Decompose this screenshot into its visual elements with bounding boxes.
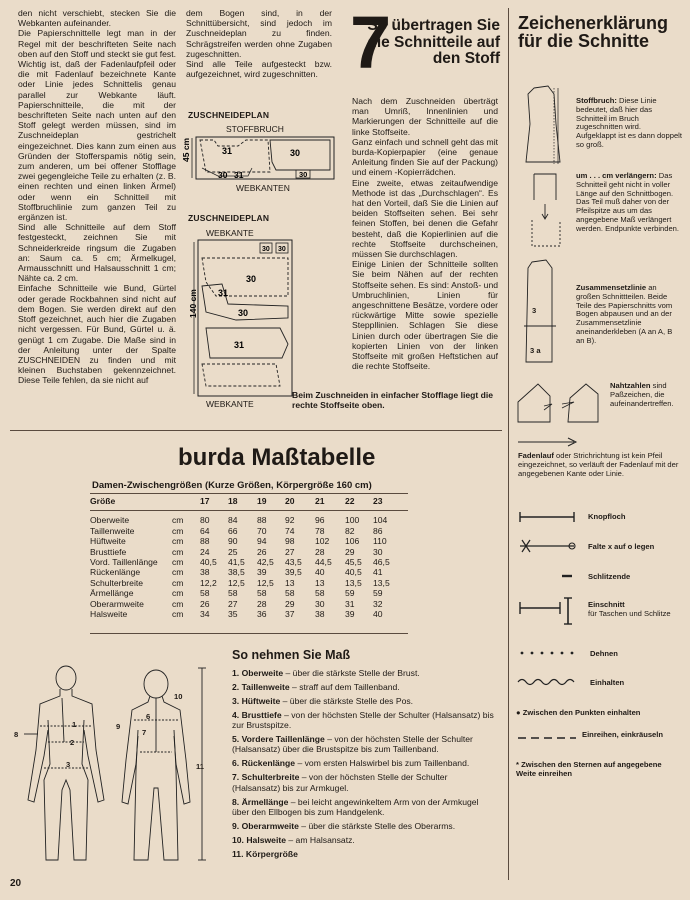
measure-number: 9. (232, 820, 240, 831)
plan1-dim: 45 cm (181, 137, 191, 162)
middle-paragraph: Sind alle Teile aufgesteckt bzw. aufgezeichnet, wird zugeschnitten. (186, 59, 332, 80)
middle-text-column (186, 8, 332, 79)
legend-item-1 (576, 97, 682, 150)
plan1-num-3: 30 (218, 170, 228, 180)
value-cell: 46,5 (373, 557, 390, 568)
legend-piece-lengthen (520, 170, 570, 250)
figure-label: 8 (14, 730, 19, 739)
symbol-label: Einhalten (590, 678, 625, 687)
table-title: burda Maßtabelle (178, 444, 376, 471)
value-cell: 100 (345, 515, 360, 526)
grain-arrow-icon (516, 436, 580, 448)
symbol-label: Zwischen den Punkten einhalten (522, 708, 641, 717)
measure-number: 1. (232, 668, 240, 678)
legend-item-head: um . . . cm verlängern: (576, 171, 657, 180)
row-label: Rückenlänge (90, 567, 141, 578)
symbol-label-star: * Zwischen den Sternen auf angegebene Weite einreihen (516, 760, 662, 778)
value-cell: 40,5 (200, 557, 217, 568)
value-cell: 102 (315, 536, 330, 547)
legend-item-5 (518, 452, 682, 478)
slit-end-icon (560, 572, 576, 580)
plan2-dim: 140 cm (188, 289, 198, 318)
value-cell: 58 (228, 588, 238, 599)
figure-label: 1 (72, 720, 77, 729)
measure-term: Ärmellänge (241, 796, 289, 807)
table-rule-bottom (90, 633, 408, 634)
header-label: Größe (90, 496, 116, 506)
middle-paragraph: dem Bogen sind, in der Schnittübersicht, sind jedoch im Zuschneideplan zu finden. Schrägstreifen werden ohne Zugaben zugeschnitten. (186, 8, 332, 59)
symbol-label: Falte x auf o legen (588, 542, 655, 551)
value-cell: 82 (345, 525, 355, 536)
measure-desc: – am Halsansatz. (286, 834, 355, 845)
value-cell: 64 (200, 525, 210, 536)
table-row (90, 578, 408, 588)
piece-label: 3 a (530, 346, 541, 355)
value-cell: 12,5 (257, 577, 274, 588)
figure-label: 7 (142, 728, 147, 737)
value-cell: 110 (373, 536, 387, 547)
value-cell: 86 (373, 525, 383, 536)
value-cell: 29 (345, 546, 355, 557)
value-cell: 38 (315, 609, 325, 620)
measure-term: Brusttiefe (241, 709, 282, 720)
legend-piece-joinline (520, 258, 570, 370)
legend-item-4 (610, 382, 682, 408)
value-cell: 74 (285, 525, 295, 536)
unit-cell: cm (172, 546, 184, 557)
value-cell: 59 (373, 588, 383, 599)
value-cell: 34 (200, 609, 210, 620)
measure-title: So nehmen Sie Maß (232, 648, 351, 662)
table-rule (90, 493, 408, 494)
symbol-label: Dehnen (590, 649, 618, 658)
figure-label: 9 (116, 722, 121, 731)
legend-title: Zeichenerklärung für die Schnitte (518, 13, 669, 51)
value-cell: 39,5 (285, 567, 302, 578)
cutting-plan-1-diagram (178, 132, 338, 184)
measure-item (232, 668, 498, 678)
measure-term: Schulterbreite (241, 772, 300, 783)
symbol-label: Einreihen, einkräuseln (582, 730, 664, 739)
symbol-label-bullet: ● Zwischen den Punkten einhalten (516, 708, 641, 717)
row-label: Halsweite (90, 609, 128, 620)
value-cell: 25 (228, 546, 238, 557)
measure-term: Vordere Taillenlänge (241, 734, 325, 745)
measure-item (232, 696, 498, 706)
value-cell: 90 (228, 536, 238, 547)
table-row (90, 609, 408, 619)
legend-piece-foldline (520, 84, 570, 166)
size-header: 23 (373, 496, 383, 506)
symbol-label: Zwischen den Sternen auf angegebene Weite einreihen (516, 760, 662, 778)
legend-item-text: an großen Schnittteilen. Beide Teile des Papierschnitts vom Bogen abpausen und an der Zusammensetzlinie aneinanderkleben (A an A, B an B). (576, 283, 673, 345)
figure-label: 2 (70, 738, 75, 747)
table-row (90, 547, 408, 557)
plan1-title: ZUSCHNEIDEPLAN (188, 110, 270, 120)
measure-item (232, 821, 498, 831)
measure-number: 8. (232, 796, 240, 807)
cutting-plan-2-diagram (176, 236, 296, 400)
value-cell: 13,5 (345, 577, 362, 588)
step-number: 7 (350, 1, 392, 84)
table-row (90, 515, 408, 525)
plan2-num-2: 30 (278, 246, 286, 253)
section-divider (10, 430, 502, 431)
row-label: Vord. Taillenlänge (90, 557, 158, 568)
measure-item (232, 710, 498, 731)
plan1-num-4: 31 (234, 170, 244, 180)
piece-label: 3 (532, 306, 537, 315)
symbol-label: Knopfloch (588, 512, 626, 521)
value-cell: 40,5 (345, 567, 362, 578)
legend-item-3 (576, 284, 682, 346)
measure-number: 7. (232, 772, 240, 783)
legend-item-text: sind Paßzeichen, die aufeinandertreffen. (610, 381, 674, 408)
value-cell: 39 (345, 609, 355, 620)
value-cell: 40 (315, 567, 325, 578)
gather-icon (516, 734, 580, 742)
measure-number: 5. (232, 734, 240, 745)
table-row (90, 536, 408, 546)
cut-slit-icon (516, 596, 580, 626)
measure-term: Oberarmweite (241, 820, 299, 831)
value-cell: 30 (315, 598, 325, 609)
measure-desc: – vom ersten Halswirbel bis zum Taillenband. (295, 758, 470, 769)
pleat-icon (516, 538, 580, 554)
row-label: Oberweite (90, 515, 130, 526)
value-cell: 58 (285, 588, 295, 599)
value-cell: 106 (345, 536, 360, 547)
value-cell: 29 (285, 598, 295, 609)
value-cell: 41 (373, 567, 383, 578)
measure-list (232, 668, 498, 863)
measure-term: Oberweite (241, 668, 284, 678)
measure-term: Körpergröße (245, 848, 298, 859)
plan1-num-5: 30 (299, 170, 308, 179)
measure-number: 4. (232, 709, 240, 720)
figure-label: 6 (146, 712, 151, 721)
measure-number: 11. (232, 848, 244, 859)
legend-item-head: Nahtzahlen (610, 381, 651, 390)
symbol-sublabel: für Taschen und Schlitze (588, 609, 671, 618)
unit-cell: cm (172, 588, 184, 599)
measure-item (232, 835, 498, 845)
value-cell: 13 (315, 577, 325, 588)
value-cell: 42,5 (257, 557, 274, 568)
value-cell: 88 (257, 515, 267, 526)
column-divider (508, 8, 509, 880)
row-label: Hüftweite (90, 536, 126, 547)
row-label: Schulterbreite (90, 577, 144, 588)
value-cell: 41,5 (228, 557, 245, 568)
legend-item-text: Das Schnitteil geht nicht in voller Länge auf den Schnittbogen. Das Teil muß daher von der Pfeilspitze aus um das angegebene Maß verlängert werden. Endpunkte verbinden. (576, 171, 680, 233)
stretch-icon (516, 648, 580, 658)
plan1-bottom-label: WEBKANTEN (236, 183, 290, 193)
value-cell: 32 (373, 598, 383, 609)
legend-item-text: Diese Linie bedeutet, daß hier das Schnitteil im Bruch zugeschnitten wird. Aufgeklappt ist es dann doppelt so groß. (576, 96, 682, 149)
plan1-num-2: 30 (290, 148, 301, 158)
measurement-table (90, 496, 408, 619)
table-row (90, 557, 408, 567)
measure-number: 2. (232, 681, 240, 692)
value-cell: 38,5 (228, 567, 245, 578)
measure-item (232, 758, 498, 768)
measure-desc: – über die stärkste Stelle des Pos. (280, 695, 414, 706)
measure-term: Hüftweite (241, 695, 281, 706)
value-cell: 66 (228, 525, 238, 536)
left-paragraph: Einfache Schnitteile wie Bund, Gürtel oder gerade Rockbahnen sind nicht auf dem Bogen. Sie werden direkt auf den Stoff gezeichnet, auch hier die Zugaben nicht vergessen. Für Bund, Gürtel u. ä. genügt 1 cm Zugabe. Die Maße sind in der Anleitung unter der Spalte ZUSCHNEIDEN zu finden und mit kleinen Buchstaben gekennzeichnet. Diese Teile fehlen, da sie nicht auf (18, 283, 176, 386)
left-paragraph: Die Papierschnittelle legt man in der Regel mit der beschrifteten Seite nach oben auf den Stoff und steckt sie gut fest. Wichtig ist, daß der Fadenlaufpfeil oder die mit Fadenlauf bezeichnete Kante oder Linie jedes Schnittelis genau parallel zur Webkante läuft. Papierschnitteile, die mit der beschrifteten Seite nach unten auf den Stoff gelegt werden müssen, sind im Zuschneideplan gestrichelt eingezeichnet. Dies kann zum einen aus Gründen der Stofferspamis nötig sein, zum anderen, um bei offener Stofflage zwei gegengleiche Teile zu erhalten (z. B. einen rechten und einen linken Ärmel) oder wenn ein Schnitteil mit Stoffbruchlinie zum ganzen Teil zu ergänzen ist. (18, 28, 176, 223)
legend-item-head: Stoffbruch: (576, 96, 617, 105)
value-cell: 27 (285, 546, 295, 557)
ease-icon (516, 676, 580, 688)
step-title: So übertragen Sie die Schnitteile auf den Stoff (367, 17, 500, 67)
measure-item (232, 772, 498, 793)
left-paragraph: Sind alle Schnitteile auf dem Stoff festgesteckt, zeichnen Sie mit Schneiderkreide ringsum die Zugaben an: Saum ca. 5 cm; Ärmelkugel, Armausschnitt und Halsausschnitt 1 cm; Nähte ca. 2 cm. (18, 222, 176, 284)
body-measure-figures (4, 660, 214, 872)
left-text-column (18, 8, 176, 386)
symbol-label: Einschnitt (588, 600, 625, 609)
plan2-num-5: 30 (238, 308, 249, 318)
table-row (90, 567, 408, 577)
measure-desc: – bei leicht angewinkeltem Arm von der Armkugel über den Ellbogen bis zum Handgelenk. (232, 796, 479, 817)
measure-item (232, 734, 498, 755)
unit-cell: cm (172, 577, 184, 588)
value-cell: 13 (285, 577, 295, 588)
value-cell: 24 (200, 546, 210, 557)
value-cell: 36 (257, 609, 267, 620)
measure-desc: – über die stärkste Stelle des Oberarms. (298, 820, 456, 831)
legend-item-text: oder Strichrichtung ist kein Pfeil eingezeichnet, so verläuft der Fadenlauf mit der angegebenen Kante oder Linie. (518, 451, 679, 478)
value-cell: 92 (285, 515, 295, 526)
value-cell: 84 (228, 515, 238, 526)
table-row (90, 526, 408, 536)
measure-number: 10. (232, 834, 244, 845)
plan2-num-4: 31 (218, 288, 229, 298)
size-header: 17 (200, 496, 210, 506)
figure-label: 10 (174, 692, 183, 701)
value-cell: 45,5 (345, 557, 362, 568)
row-label: Oberarmweite (90, 598, 144, 609)
measure-desc: – von der höchsten Stelle der Schulter (Halsansatz) bis zur Armkugel. (232, 772, 448, 793)
value-cell: 38 (200, 567, 210, 578)
row-label: Taillenweite (90, 525, 135, 536)
plan2-title: ZUSCHNEIDEPLAN (188, 213, 270, 223)
step-paragraph: Einige Linien der Schnitteile sollten Sie beim Nähen auf der rechten Stoffseite sehen. Es sind: Anstoß- und Umbruchlinien, Linien für angeschnittene Besätze, vordere oder rückwärtige Mitte sowie spezielle Steppllinien. Schlagen Sie diese Linien durch oder übertragen Sie die kopierten Linien von der linken Stoffseite mit großen Heftstichen auf die rechte Stoffseite. (352, 259, 498, 372)
plan1-top-label: STOFFBRUCH (226, 124, 284, 134)
step-paragraph: Nach dem Zuschneiden überträgt man Umriß, Innenlinien und Markierungen der Schnitteile auf die linke Stoffseite. (352, 96, 498, 137)
table-row (90, 599, 408, 609)
value-cell: 12,5 (228, 577, 245, 588)
value-cell: 26 (257, 546, 267, 557)
size-header: 20 (285, 496, 295, 506)
value-cell: 80 (200, 515, 210, 526)
measure-desc: – über die stärkste Stelle der Brust. (283, 668, 420, 678)
row-label: Brusttiefe (90, 546, 127, 557)
step-text-column (352, 96, 498, 371)
measure-term: Taillenweite (241, 681, 290, 692)
measure-item (232, 797, 498, 818)
table-row (90, 588, 408, 598)
measure-number: 3. (232, 695, 240, 706)
size-header: 19 (257, 496, 267, 506)
value-cell: 30 (373, 546, 383, 557)
step-paragraph: Eine zweite, etwas zeitaufwendige Methode ist das „Durchschlagen“. Es hat den Vorteil, daß Sie die Linien auf beiden Stoffseiten sehen. Bei sehr feinen Stoffen, bei denen die Gefahr besteht, daß die Kopierlinien auf die rechte Stoffseite durchscheinen, müssen Sie durchschlagen. (352, 177, 498, 260)
value-cell: 12,2 (200, 577, 217, 588)
figure-label: 11 (196, 762, 205, 771)
size-header: 18 (228, 496, 238, 506)
table-subtitle: Damen-Zwischengrößen (Kurze Größen, Körpergröße 160 cm) (92, 480, 372, 491)
measure-number: 6. (232, 758, 240, 769)
unit-cell: cm (172, 567, 184, 578)
value-cell: 31 (345, 598, 355, 609)
value-cell: 43,5 (285, 557, 302, 568)
value-cell: 26 (200, 598, 210, 609)
plan2-num-3: 30 (246, 274, 257, 284)
size-header: 21 (315, 496, 325, 506)
value-cell: 104 (373, 515, 388, 526)
legend-item-2 (576, 172, 682, 234)
measure-desc: – straff auf dem Taillenband. (289, 681, 400, 692)
value-cell: 44,5 (315, 557, 332, 568)
plan2-num-1: 30 (262, 246, 270, 253)
table-header-row (90, 496, 408, 506)
measure-item (232, 682, 498, 692)
legend-item-head: Zusammensetzlinie (576, 283, 647, 292)
unit-cell: cm (172, 536, 184, 547)
value-cell: 70 (257, 525, 267, 536)
value-cell: 78 (315, 525, 325, 536)
unit-cell: cm (172, 609, 184, 620)
figure-label: 3 (66, 760, 71, 769)
plan-caption: Beim Zuschneiden in einfacher Stofflage liegt die rechte Stoffseite oben. (292, 390, 494, 410)
value-cell: 88 (200, 536, 210, 547)
symbol-label: Schlitzende (588, 572, 631, 581)
left-paragraph: den nicht verschiebt, stecken Sie die Webkanten aufeinander. (18, 8, 176, 29)
measure-term: Halsweite (246, 834, 286, 845)
value-cell: 94 (257, 536, 267, 547)
unit-cell: cm (172, 557, 184, 568)
unit-cell: cm (172, 515, 184, 526)
unit-cell: cm (172, 525, 184, 536)
value-cell: 28 (315, 546, 325, 557)
plan2-bottom-label: WEBKANTE (206, 399, 254, 409)
value-cell: 13,5 (373, 577, 390, 588)
measure-desc: – von der höchsten Stelle der Schulter (Halsansatz) über die Brustspitze bis zum Taillenband. (232, 734, 473, 755)
value-cell: 58 (257, 588, 267, 599)
size-header: 22 (345, 496, 355, 506)
value-cell: 59 (345, 588, 355, 599)
step-paragraph: Ganz einfach und schnell geht das mit burda-Kopierpapier (eine genaue Anleitung finden Sie auf der Packung) und einem -Kopierrädchen. (352, 136, 498, 178)
page-number: 20 (10, 878, 22, 889)
value-cell: 39 (257, 567, 267, 578)
value-cell: 35 (228, 609, 238, 620)
legend-item-head: Fadenlauf (518, 451, 554, 460)
value-cell: 27 (228, 598, 238, 609)
row-label: Ärmellänge (90, 588, 134, 599)
buttonhole-icon (516, 510, 580, 524)
value-cell: 58 (315, 588, 325, 599)
measure-term: Rückenlänge (241, 758, 296, 769)
value-cell: 58 (200, 588, 210, 599)
plan1-num-1: 31 (222, 146, 233, 156)
measure-item (232, 849, 498, 859)
value-cell: 98 (285, 536, 295, 547)
measure-desc: – von der höchsten Stelle der Schulter (Halsansatz) bis zur Brustspitze. (232, 709, 494, 731)
plan2-num-6: 31 (234, 340, 245, 350)
value-cell: 37 (285, 609, 295, 620)
value-cell: 40 (373, 609, 383, 620)
legend-piece-notches (514, 376, 610, 426)
plan2-top-label: WEBKANTE (206, 228, 254, 238)
unit-cell: cm (172, 598, 184, 609)
value-cell: 28 (257, 598, 267, 609)
value-cell: 96 (315, 515, 325, 526)
